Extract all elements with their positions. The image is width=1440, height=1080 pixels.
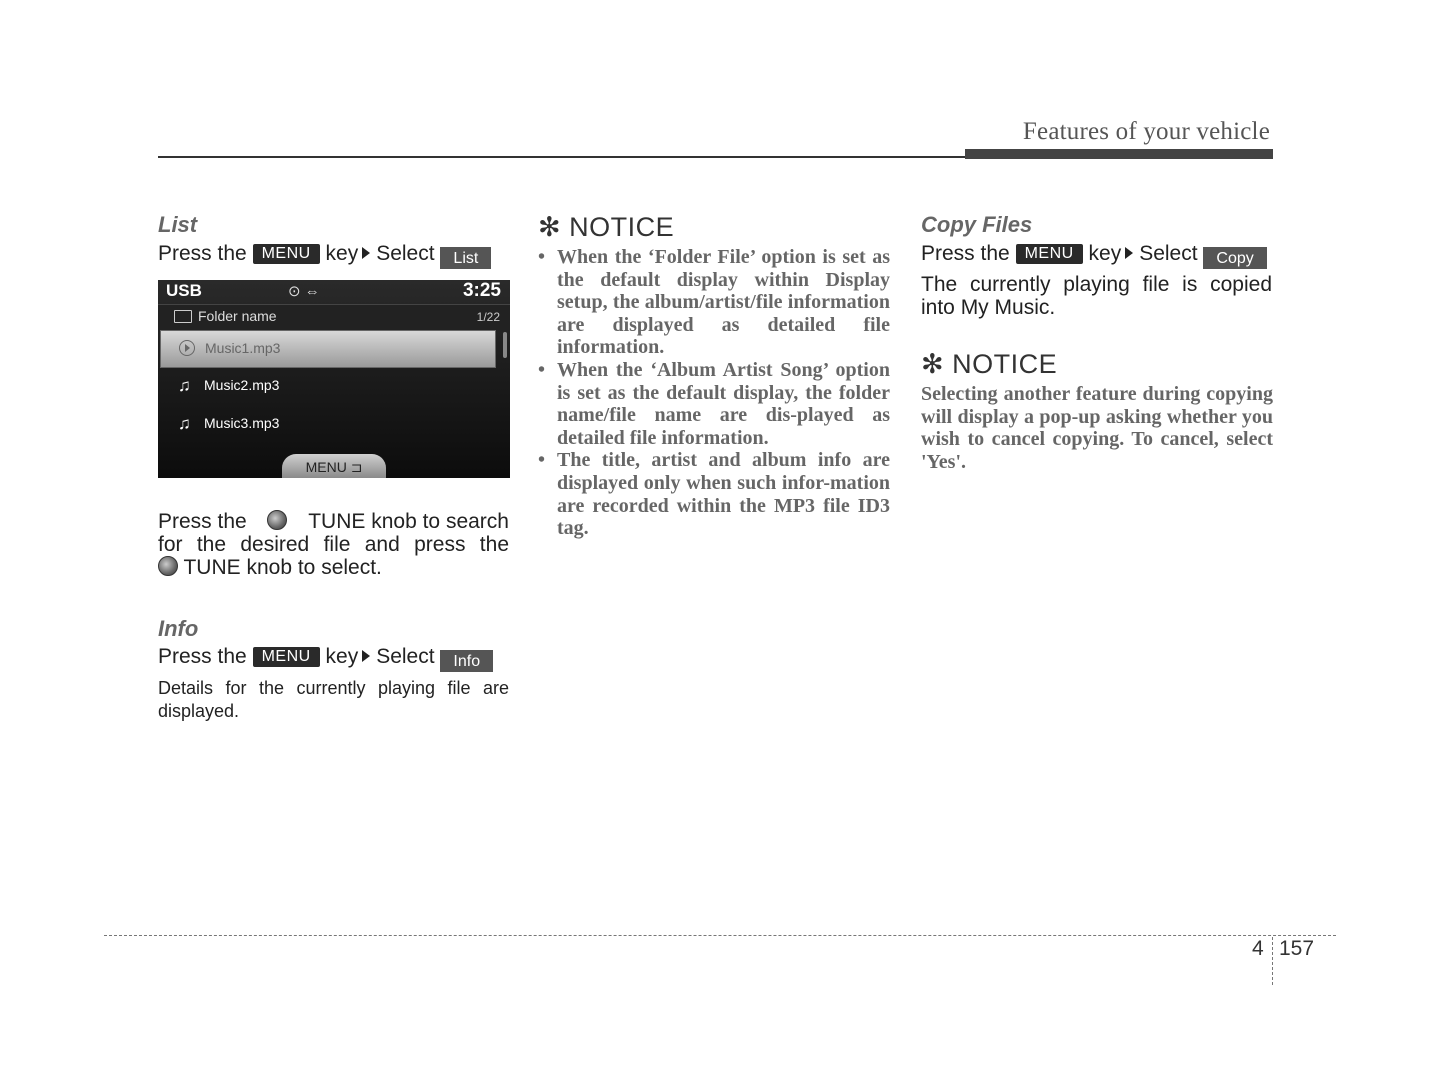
screen-source: USB: [166, 281, 202, 300]
arrow-right-icon: [362, 247, 370, 259]
notice-heading: ✻ NOTICE: [921, 349, 1058, 379]
arrow-right-icon: [362, 650, 370, 662]
key-text: key: [325, 645, 359, 668]
header-bar: [965, 149, 1273, 159]
info-instruction: [158, 645, 493, 672]
copy-select-button: Copy: [1203, 247, 1266, 269]
screen-status-bar: [158, 280, 510, 304]
menu-key: MENU: [253, 647, 320, 667]
press-the-text: Press the: [158, 242, 247, 265]
tune-knob-icon: [267, 510, 287, 530]
track-name: Music3.mp3: [204, 415, 280, 431]
notice-item: • When the ‘Folder File’ option is set as the default display within Display setup, the album/artist/file information are displayed as detailed file information.: [538, 246, 890, 359]
tune-text: TUNE knob to select.: [183, 556, 382, 579]
page-number: 157: [1279, 937, 1315, 960]
track-row: [160, 368, 494, 404]
info-description: Details for the currently playing file are displayed.: [158, 678, 509, 721]
press-the-text: Press the: [158, 645, 247, 668]
notice-item: • When the ‘Album Artist Song’ option is set as the default display, the folder name/file name are dis-played as detailed file information.: [538, 359, 890, 449]
screen-time: 3:25: [462, 280, 501, 301]
copy-description: The currently playing file is copied into My Music.: [921, 273, 1272, 319]
screen-menu-tab: MENU ⊐: [282, 454, 386, 478]
arrow-right-icon: [1125, 247, 1133, 259]
notice-heading: ✻ NOTICE: [538, 212, 675, 242]
notice-body: Selecting another feature during copying will display a pop-up asking whether you wish to cancel copying. To cancel, select 'Yes'.: [921, 383, 1273, 473]
footer-divider: [1272, 937, 1273, 985]
copy-instruction: [921, 242, 1267, 269]
select-text: Select: [376, 242, 435, 265]
copy-heading: Copy Files: [921, 212, 1033, 237]
music-note-icon: ♫: [178, 376, 191, 395]
menu-key: MENU: [253, 244, 320, 264]
tune-text: TUNE knob to search: [308, 510, 509, 533]
press-the-text: Press the: [921, 242, 1010, 265]
list-heading: List: [158, 212, 198, 237]
tune-text: for the desired file and press the: [158, 533, 509, 556]
list-instruction: [158, 242, 491, 269]
folder-name: Folder name: [198, 308, 277, 324]
track-row: [160, 330, 496, 368]
track-row: [160, 406, 494, 442]
music-note-icon: ♫: [178, 414, 191, 433]
scrollbar: [503, 332, 507, 358]
folder-icon: [174, 310, 192, 323]
tune-knob-icon: [158, 556, 178, 576]
select-text: Select: [1139, 242, 1198, 265]
usb-list-screen: [158, 280, 510, 478]
footer-rule: [104, 935, 1336, 936]
info-heading: Info: [158, 616, 199, 641]
track-name: Music1.mp3: [205, 340, 281, 356]
folder-row: [158, 304, 510, 331]
menu-key: MENU: [1016, 244, 1083, 264]
play-icon: [179, 340, 195, 356]
chapter-number: 4: [1252, 937, 1264, 960]
notice-list: [538, 246, 890, 540]
tune-paragraph: [158, 510, 509, 579]
info-select-button: Info: [440, 650, 493, 672]
status-icons: ⊙ ⇔: [288, 283, 320, 300]
track-count: 1/22: [476, 310, 500, 324]
select-text: Select: [376, 645, 435, 668]
key-text: key: [325, 242, 359, 265]
key-text: key: [1088, 242, 1122, 265]
list-select-button: List: [440, 247, 491, 269]
track-name: Music2.mp3: [204, 377, 280, 393]
tune-text: Press the: [158, 510, 247, 533]
running-header: Features of your vehicle: [1022, 118, 1270, 145]
notice-item: • The title, artist and album info are displayed only when such infor-mation are recorded within the MP3 file ID3 tag.: [538, 449, 890, 539]
